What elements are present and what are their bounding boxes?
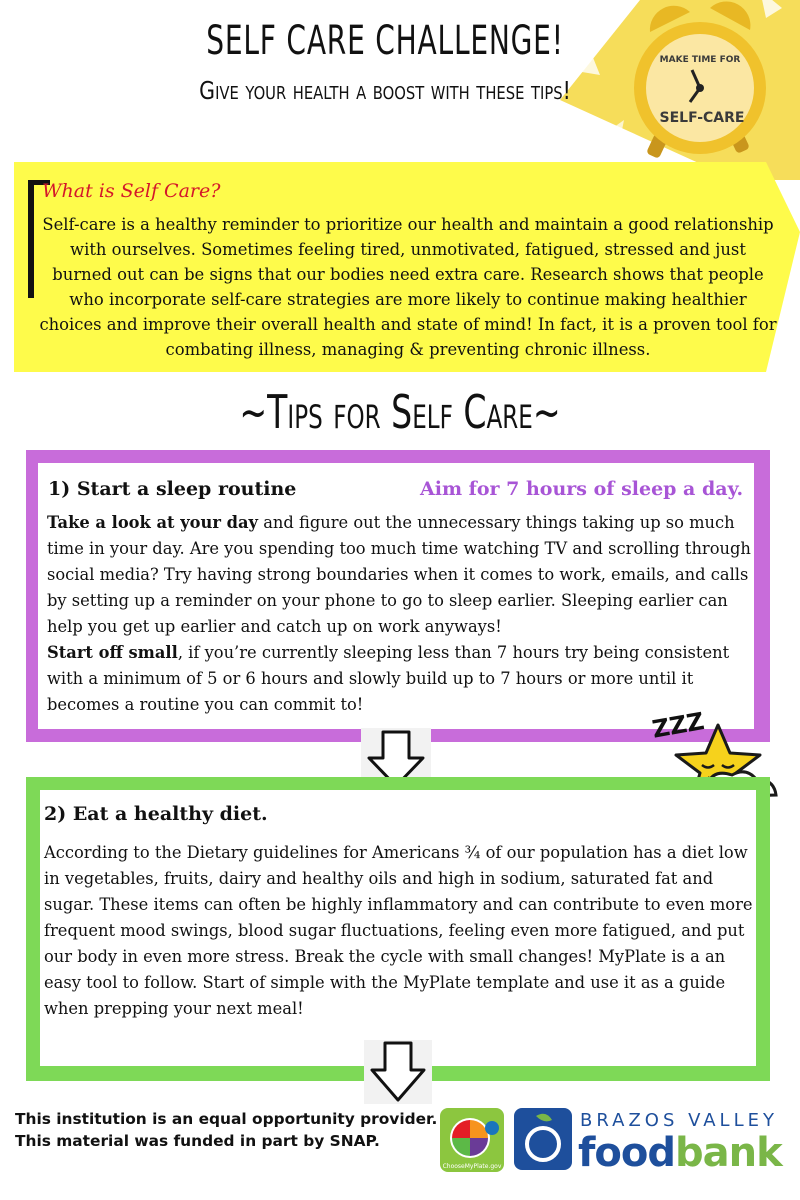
foodbank-top-text: BRAZOS VALLEY [580,1110,778,1131]
down-arrow-icon [364,1040,432,1104]
foodbank-word-bank: bank [675,1130,782,1172]
star-zzz: ZZZ [650,707,707,744]
page-subtitle: Give your health a boost with these tips! [199,76,571,105]
intro-text: Self-care is a healthy reminder to prioritize our health and maintain a good relationship with ourselves. Sometimes feeling tired, unmotivated, fatigued, stressed and just burned out can be signs that our bodies need extra care. Research shows that people who incorporate self-care strategies are more likely to continue making healthier choices and improve their overall health and state of mind! In fact, it is a proven tool for combating illness, managing & preventing chronic illness. [39,215,777,359]
intro-heading: What is Self Care? [42,180,221,202]
svg-text:foodbank [578,1130,784,1172]
myplate-caption: ChooseMyPlate.gov [442,1163,502,1170]
tip1-aim: Aim for 7 hours of sleep a day. [420,478,744,500]
brazos-valley-foodbank-logo [514,1106,799,1172]
page-title: SELF CARE CHALLENGE! [206,18,564,64]
tip1-heading: 1) Start a sleep routine [48,478,297,500]
tip1-text1: and figure out the unnecessary things taking up so much time in your day. Are you spending too much time watching TV and scrolling through social media? Try having strong boundaries when it comes to work, emails, and calls by setting up a reminder on your phone to go to sleep earlier. Sleeping earlier can help you get up earlier and catch up on work anyways! [47,513,751,636]
myplate-logo [440,1108,504,1172]
foodbank-word-food: food [578,1130,675,1172]
tip2-body: According to the Dietary guidelines for Americans ¾ of our population has a diet low in vegetables, fruits, dairy and healthy oils and high in sodium, saturated fat and sugar. These items can often be highly inflammatory and can contribute to even more frequent mood swings, blood sugar fluctuations, feeling even more fatigued, and put our body in even more stress. Break the cycle with small changes! MyPlate is a an easy tool to follow. Start of simple with the MyPlate template and use it as a guide when prepping your next meal! [44,843,753,1018]
tip1-text2: , if you’re currently sleeping less than 7 hours try being consistent with a minimum of 5 or 6 hours and slowly build up to 7 hours or more until it becomes a routine you can commit to! [47,643,730,714]
tip1-body [47,510,757,718]
footer-disclaimer: This institution is an equal opportunity provider. This material was funded in part by SNAP. [15,1110,438,1150]
clock-text-bottom: SELF-CARE [659,110,745,126]
banner-bracket [28,180,34,298]
tips-title: ~Tips for Self Care~ [239,385,561,439]
tip2-heading: 2) Eat a healthy diet. [44,803,268,825]
tip1-bold2: Start off small [47,643,178,662]
clock-text-top: MAKE TIME FOR [659,55,741,65]
tip1-bold1: Take a look at your day [47,513,259,532]
